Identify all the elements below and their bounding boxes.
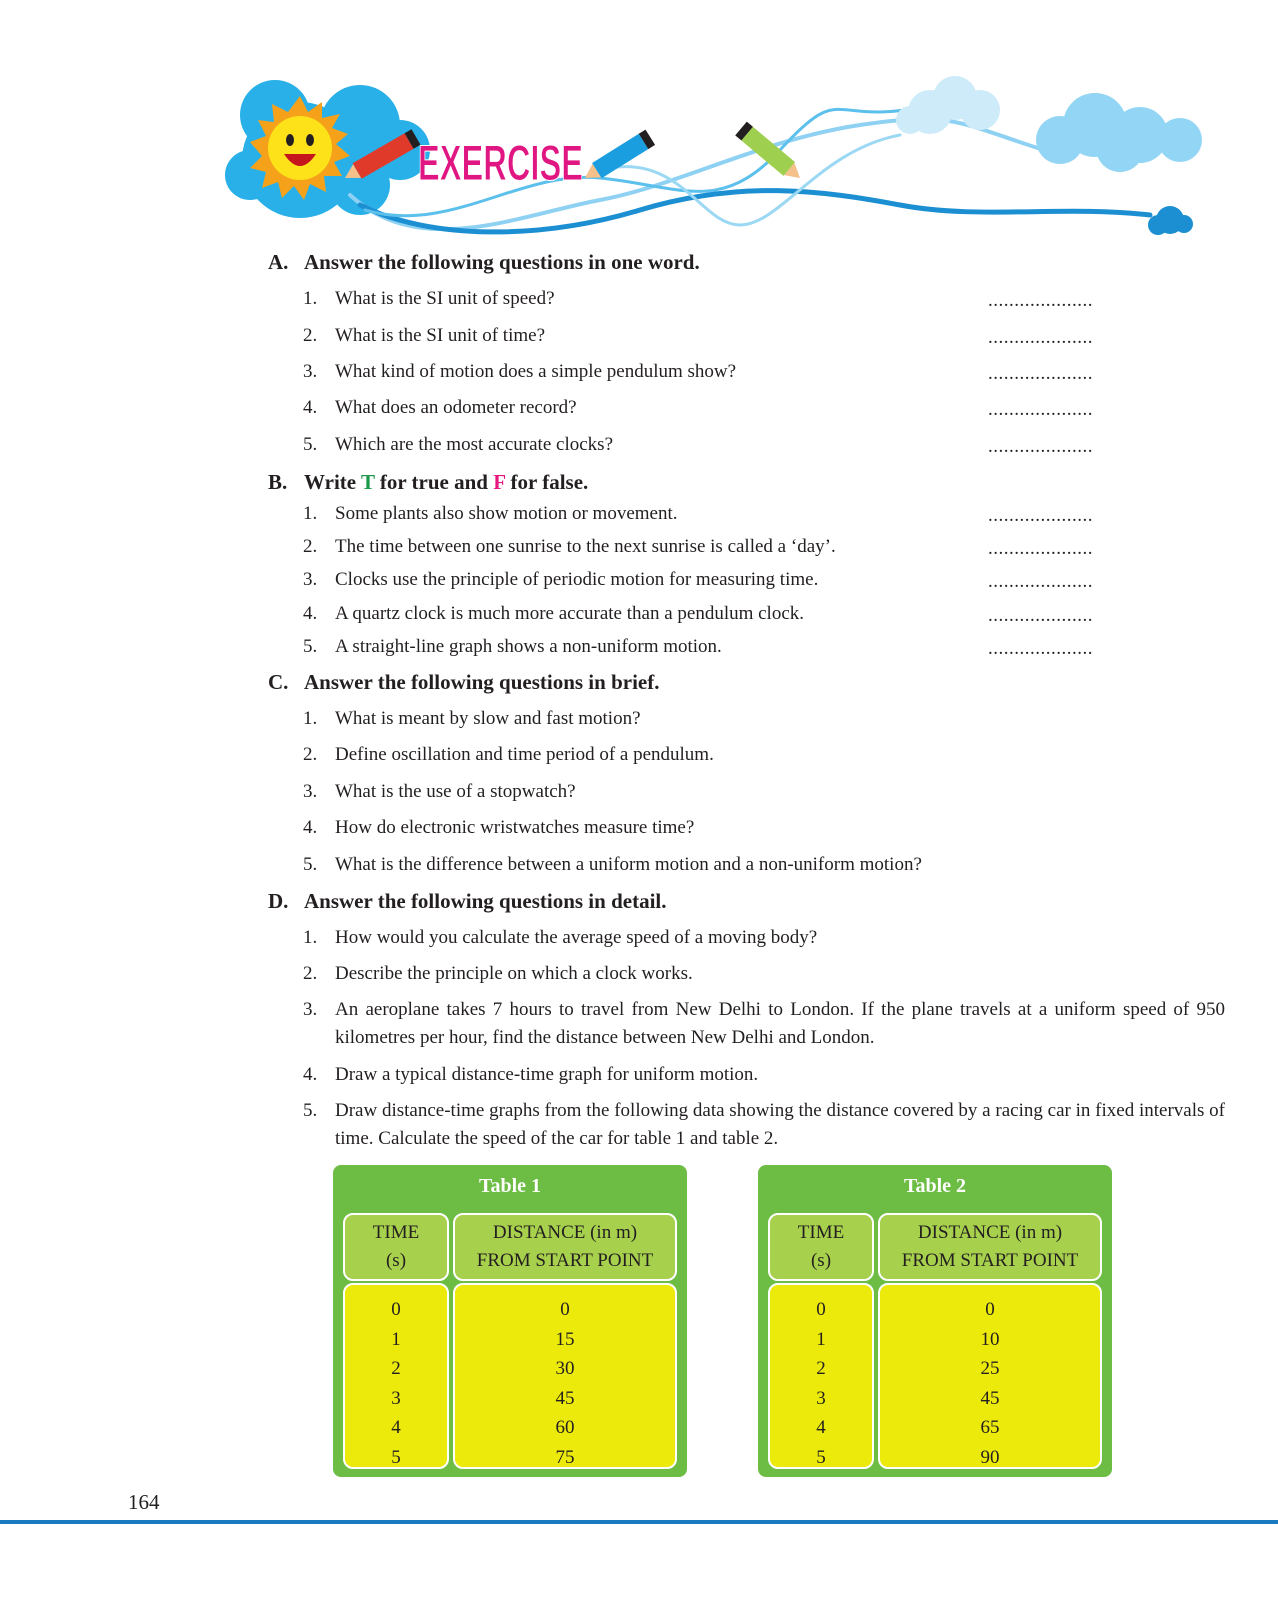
list-item: [303, 1097, 1225, 1153]
list-item: [303, 708, 1203, 730]
true-letter: T: [360, 470, 375, 494]
answer-blank[interactable]: ....................: [988, 538, 1093, 559]
item-number: 4.: [303, 603, 318, 624]
section-title: Answer the following questions in one word.: [304, 250, 700, 274]
exercise-title: EXERCISE: [418, 135, 583, 191]
table-cell: 25: [980, 1358, 1000, 1379]
exercise-banner: [0, 0, 1278, 250]
cloud-small-blue: [1148, 206, 1193, 235]
item-text: What kind of motion does a simple pendulum show?: [335, 361, 737, 382]
item-text: A quartz clock is much more accurate than a pendulum clock.: [335, 603, 805, 624]
table-cell: 75: [555, 1446, 575, 1468]
answer-blank[interactable]: ....................: [988, 363, 1093, 384]
answer-blank[interactable]: ....................: [988, 436, 1093, 457]
table-header-distance: [453, 1213, 677, 1281]
item-number: 4.: [303, 817, 318, 838]
item-text: Clocks use the principle of periodic motion for measuring time.: [335, 569, 819, 590]
item-number: 5.: [303, 434, 318, 455]
header-line: (s): [810, 1250, 832, 1271]
item-text: The time between one sunrise to the next sunrise is called a ‘day’.: [335, 536, 836, 557]
item-number: 2.: [303, 963, 318, 984]
item-text: Define oscillation and time period of a pendulum.: [335, 744, 714, 765]
section-letter: C.: [268, 670, 289, 694]
item-number: 2.: [303, 536, 318, 557]
footer-rule: [0, 1520, 1278, 1524]
item-number: 1.: [303, 708, 318, 729]
table-cell: 45: [555, 1387, 575, 1409]
table-cell: 0: [816, 1299, 826, 1320]
table-cell: 30: [555, 1358, 575, 1379]
header-line: DISTANCE (in m): [492, 1222, 638, 1243]
item-text: Draw a typical distance-time graph for uniform motion.: [335, 1064, 759, 1085]
list-item: [303, 996, 1225, 1052]
list-item: [303, 927, 1203, 949]
item-text: How do electronic wristwatches measure time?: [335, 817, 695, 838]
answer-blank[interactable]: ....................: [988, 605, 1093, 626]
table-cell: 10: [980, 1328, 1000, 1350]
table-cell: 90: [980, 1446, 1000, 1468]
item-text: An aeroplane takes 7 hours to travel from New Delhi to London. If the plane travels at a uniform speed of 950 kilometres per hour, find the distance between New Delhi and London.: [335, 999, 1225, 1048]
item-text: What is the use of a stopwatch?: [335, 781, 576, 802]
item-number: 3.: [303, 781, 318, 802]
item-text: What is meant by slow and fast motion?: [335, 708, 641, 729]
item-number: 3.: [303, 569, 318, 590]
item-number: 1.: [303, 927, 318, 948]
table-title: Table 1: [478, 1175, 542, 1197]
table-cell: 4: [391, 1417, 401, 1438]
table-cell: 0: [985, 1299, 995, 1320]
table-distance-column: [878, 1283, 1102, 1469]
answer-blank[interactable]: ....................: [988, 327, 1093, 348]
section-title: Answer the following questions in detail.: [304, 889, 667, 913]
section-letter: D.: [268, 889, 289, 913]
table-cell: 2: [816, 1358, 826, 1379]
table-header-distance: [878, 1213, 1102, 1281]
table-cell: 2: [391, 1358, 401, 1379]
item-text: Which are the most accurate clocks?: [335, 434, 613, 455]
table-cell: 1: [391, 1328, 401, 1350]
header-line: TIME: [372, 1222, 420, 1243]
list-item: [303, 817, 1203, 839]
list-item: [303, 1064, 1203, 1086]
answer-blank[interactable]: ....................: [988, 638, 1093, 659]
item-text: A straight-line graph shows a non-uniform motion.: [335, 636, 722, 657]
table-cell: 0: [391, 1299, 401, 1320]
header-line: DISTANCE (in m): [917, 1222, 1063, 1243]
section-b-heading: [268, 470, 588, 495]
item-text: Draw distance-time graphs from the following data showing the distance covered by a racing car in fixed intervals of time. Calculate the speed of the car for table 1 and table 2.: [335, 1100, 1225, 1149]
table-cell: 45: [980, 1387, 1000, 1409]
title-part: for false.: [505, 470, 589, 494]
table-cell: 5: [816, 1446, 826, 1468]
list-item: [303, 854, 1203, 876]
section-letter: A.: [268, 250, 289, 274]
section-c-heading: [268, 670, 659, 695]
answer-blank[interactable]: ....................: [988, 290, 1093, 311]
section-title: Answer the following questions in brief.: [304, 670, 660, 694]
list-item: [303, 963, 1203, 985]
list-item: [303, 781, 1203, 803]
item-number: 1.: [303, 503, 318, 524]
section-d-heading: [268, 889, 667, 914]
list-item: [303, 744, 1203, 766]
table-time-column: [768, 1283, 874, 1469]
header-line: FROM START POINT: [901, 1250, 1079, 1271]
header-line: TIME: [797, 1222, 845, 1243]
item-text: What is the difference between a uniform motion and a non-uniform motion?: [335, 854, 922, 875]
table-time-column: [343, 1283, 449, 1469]
item-number: 5.: [303, 636, 318, 657]
answer-blank[interactable]: ....................: [988, 399, 1093, 420]
table-title: Table 2: [903, 1175, 967, 1197]
item-number: 4.: [303, 397, 318, 418]
item-number: 2.: [303, 744, 318, 765]
item-text: How would you calculate the average speed of a moving body?: [335, 927, 818, 948]
table-cell: 60: [555, 1417, 575, 1438]
table-cell: 15: [555, 1328, 575, 1350]
section-a-heading: [268, 250, 700, 275]
data-table-1: [333, 1165, 687, 1477]
table-cell: 0: [560, 1299, 570, 1320]
cloud-right-light: [896, 76, 1000, 134]
item-number: 4.: [303, 1064, 318, 1085]
item-text: What does an odometer record?: [335, 397, 577, 418]
item-text: Describe the principle on which a clock works.: [335, 963, 693, 984]
section-letter: B.: [268, 470, 288, 494]
header-line: FROM START POINT: [476, 1250, 654, 1271]
title-part: Write: [304, 470, 361, 494]
table-cell: 5: [391, 1446, 401, 1468]
answer-blank[interactable]: ....................: [988, 505, 1093, 526]
item-text: What is the SI unit of speed?: [335, 288, 555, 309]
item-text: Some plants also show motion or movement.: [335, 503, 678, 524]
blue-pencil-icon: [580, 130, 655, 186]
header-line: (s): [385, 1250, 407, 1271]
table-header-time: [343, 1213, 449, 1281]
item-number: 5.: [303, 854, 318, 875]
table-cell: 65: [980, 1417, 1000, 1438]
false-letter: F: [493, 470, 506, 494]
item-number: 2.: [303, 325, 318, 346]
data-table-2: [758, 1165, 1112, 1477]
item-number: 3.: [303, 999, 318, 1020]
table-cell: 3: [391, 1387, 401, 1409]
item-number: 5.: [303, 1100, 318, 1121]
table-header-time: [768, 1213, 874, 1281]
item-text: What is the SI unit of time?: [335, 325, 546, 346]
table-cell: 4: [816, 1417, 826, 1438]
answer-blank[interactable]: ....................: [988, 571, 1093, 592]
cloud-right-large: [1036, 93, 1202, 172]
table-cell: 3: [816, 1387, 826, 1409]
item-number: 3.: [303, 361, 318, 382]
table-distance-column: [453, 1283, 677, 1469]
table-cell: 1: [816, 1328, 826, 1350]
title-part: for true and: [374, 470, 494, 494]
page-number: 164: [128, 1490, 160, 1514]
item-number: 1.: [303, 288, 318, 309]
